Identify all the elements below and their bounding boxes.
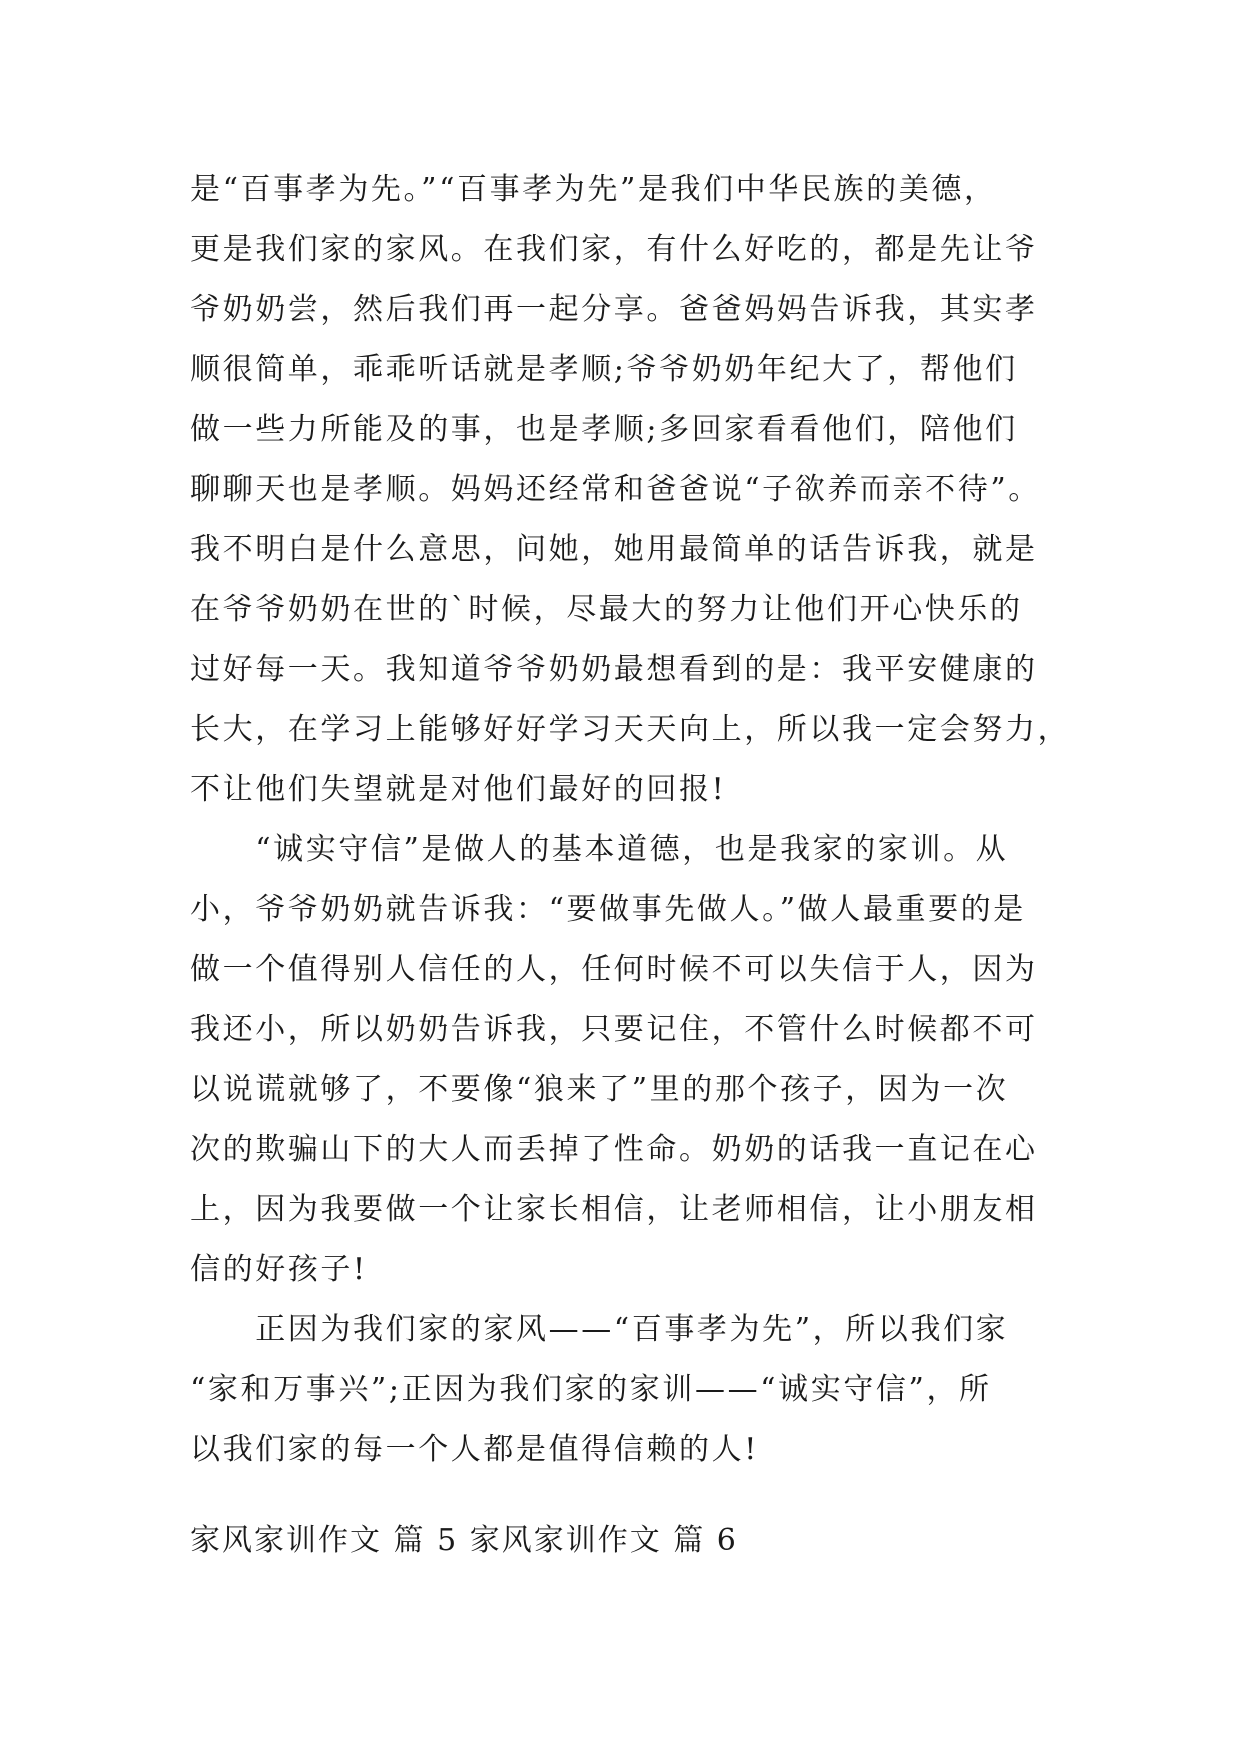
text-line: 信的好孩子! xyxy=(190,1252,368,1287)
text-line: 爷奶奶尝，然后我们再一起分享。爸爸妈妈告诉我，其实孝 xyxy=(190,292,1038,327)
text-line: 过好每一天。我知道爷爷奶奶最想看到的是：我平安健康的 xyxy=(190,652,1038,687)
text-line: 做一些力所能及的事，也是孝顺;多回家看看他们，陪他们 xyxy=(190,412,1018,447)
text-line: 次的欺骗山下的大人而丢掉了性命。奶奶的话我一直记在心 xyxy=(190,1132,1038,1167)
text-line: 不让他们失望就是对他们最好的回报! xyxy=(190,772,727,807)
text-line: 以说谎就够了，不要像“狼来了”里的那个孩子，因为一次 xyxy=(190,1072,1009,1107)
text-line: 小，爷爷奶奶就告诉我：“要做事先做人。”做人最重要的是 xyxy=(190,892,1026,927)
text-line: 做一个值得别人信任的人，任何时候不可以失信于人，因为 xyxy=(190,952,1038,987)
text-line: 是“百事孝为先。”“百事孝为先”是我们中华民族的美德， xyxy=(190,172,997,207)
text-line: 我不明白是什么意思，问她，她用最简单的话告诉我，就是 xyxy=(190,532,1038,567)
text-line: “家和万事兴”;正因为我们家的家训——“诚实守信”，所 xyxy=(190,1372,992,1407)
text-line: 长大，在学习上能够好好学习天天向上，所以我一定会努力， xyxy=(190,712,1071,747)
text-line: 正因为我们家的家风——“百事孝为先”，所以我们家 xyxy=(190,1312,1009,1347)
text-line: 以我们家的每一个人都是值得信赖的人! xyxy=(190,1432,759,1467)
text-line: “诚实守信”是做人的基本道德，也是我家的家训。从 xyxy=(190,832,1009,867)
text-line: 在爷爷奶奶在世的`时候，尽最大的努力让他们开心快乐的 xyxy=(190,592,1023,627)
essay-body xyxy=(190,160,1070,1480)
text-line: 聊聊天也是孝顺。妈妈还经常和爸爸说“子欲养而亲不待”。 xyxy=(190,472,1041,507)
text-line: 更是我们家的家风。在我们家，有什么好吃的，都是先让爷 xyxy=(190,232,1038,267)
text-line: 我还小，所以奶奶告诉我，只要记住，不管什么时候都不可 xyxy=(190,1012,1038,1047)
section-footer-heading: 家风家训作文 篇 5 家风家训作文 篇 6 xyxy=(190,1523,738,1558)
text-line: 上，因为我要做一个让家长相信，让老师相信，让小朋友相 xyxy=(190,1192,1038,1227)
text-line: 顺很简单，乖乖听话就是孝顺;爷爷奶奶年纪大了，帮他们 xyxy=(190,352,1018,387)
